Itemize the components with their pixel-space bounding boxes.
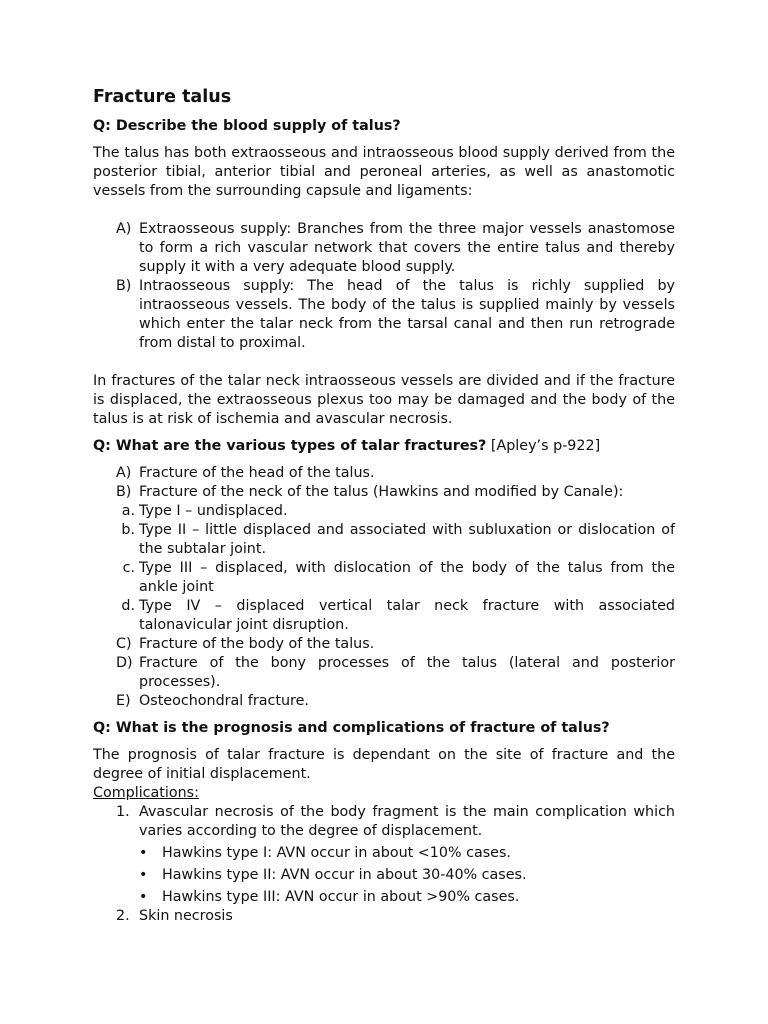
- document-page: [93, 86, 675, 926]
- subtype-marker: a.: [121, 503, 135, 519]
- bullet-text: Hawkins type I: AVN occur in about <10% cases.: [162, 845, 511, 861]
- subtype-text: Type I – undisplaced.: [139, 503, 288, 519]
- list-item: [93, 635, 675, 654]
- question-text: Q: Describe the blood supply of talus?: [93, 118, 401, 134]
- list-item: [93, 692, 675, 711]
- prognosis-intro: The prognosis of talar fracture is dependant on the site of fracture and the degree of initial displacement.: [93, 747, 675, 782]
- blood-supply-outro: In fractures of the talar neck intraosseous vessels are divided and if the fracture is displaced, the extraosseous plexus too may be damaged and the body of the talus is at risk of ischemia and avascular necrosis.: [93, 373, 675, 427]
- bullet-item: [139, 866, 675, 885]
- subtype-marker: c.: [122, 560, 135, 576]
- question-text: Q: What are the various types of talar fractures?: [93, 438, 487, 454]
- list-item-text: Fracture of the body of the talus.: [139, 636, 375, 652]
- list-item: [93, 277, 675, 353]
- list-item: [93, 220, 675, 277]
- list-marker: B): [116, 484, 132, 500]
- bullet-item: [139, 844, 675, 863]
- bullet-text: Hawkins type II: AVN occur in about 30-40% cases.: [162, 867, 527, 883]
- list-item-text: Fracture of the head of the talus.: [139, 465, 375, 481]
- list-item-text: Extraosseous supply: Branches from the three major vessels anastomose to form a rich vascular network that covers the entire talus and thereby supply it with a very adequate blood supply.: [139, 221, 675, 275]
- complications-heading: Complications:: [93, 785, 199, 801]
- list-item-text: Fracture of the neck of the talus (Hawkins and modified by Canale):: [139, 484, 624, 500]
- list-item-text: Intraosseous supply: The head of the talus is richly supplied by intraosseous vessels. The body of the talus is supplied mainly by vessels which enter the talar neck from the tarsal canal and then run retrograde from distal to proximal.: [139, 278, 675, 351]
- list-marker: D): [116, 655, 133, 671]
- subtype-item: [93, 521, 675, 559]
- subtype-item: [93, 502, 675, 521]
- list-item: [93, 803, 675, 907]
- bullet-marker: •: [139, 889, 148, 905]
- list-item: [93, 654, 675, 692]
- subtype-marker: b.: [121, 522, 135, 538]
- bullet-marker: •: [139, 845, 148, 861]
- fracture-types-list: [93, 464, 675, 711]
- bullet-item: [139, 888, 675, 907]
- question-text: Q: What is the prognosis and complications of fracture of talus?: [93, 720, 610, 736]
- complications-list: [93, 803, 675, 926]
- list-marker: C): [116, 636, 132, 652]
- list-marker: A): [116, 465, 132, 481]
- bullet-text: Hawkins type III: AVN occur in about >90% cases.: [162, 889, 520, 905]
- subtype-text: Type III – displaced, with dislocation of the body of the talus from the ankle joint: [139, 560, 675, 595]
- list-item-text: Avascular necrosis of the body fragment is the main complication which varies according to the degree of displacement.: [139, 804, 675, 839]
- reference-note: [Apley’s p-922]: [486, 438, 601, 454]
- blood-supply-intro: The talus has both extraosseous and intraosseous blood supply derived from the posterior tibial, anterior tibial and peroneal arteries, as well as anastomotic vessels from the surrounding capsule and ligaments:: [93, 145, 675, 199]
- list-marker: B): [116, 278, 132, 294]
- question-blood-supply: [93, 117, 675, 136]
- question-prognosis: [93, 719, 675, 738]
- subtype-text: Type IV – displaced vertical talar neck fracture with associated talonavicular joint disruption.: [139, 598, 675, 633]
- bullet-marker: •: [139, 867, 148, 883]
- list-item: [93, 483, 675, 635]
- list-item-text: Fracture of the bony processes of the talus (lateral and posterior processes).: [139, 655, 675, 690]
- question-fracture-types: [93, 437, 675, 456]
- subtype-marker: d.: [121, 598, 135, 614]
- list-marker: E): [116, 693, 131, 709]
- list-marker: A): [116, 221, 132, 237]
- list-item-text: Osteochondral fracture.: [139, 693, 309, 709]
- subtype-text: Type II – little displaced and associated with subluxation or dislocation of the subtalar joint.: [139, 522, 675, 557]
- list-item: [93, 464, 675, 483]
- subtype-item: [93, 597, 675, 635]
- neck-fracture-subtypes: [93, 502, 675, 635]
- blood-supply-list: [93, 220, 675, 353]
- avn-bullets: [139, 844, 675, 907]
- list-item: [93, 907, 675, 926]
- list-marker: 1.: [116, 804, 130, 820]
- subtype-item: [93, 559, 675, 597]
- list-marker: 2.: [116, 908, 130, 924]
- page-title: Fracture talus: [93, 87, 232, 107]
- list-item-text: Skin necrosis: [139, 908, 233, 924]
